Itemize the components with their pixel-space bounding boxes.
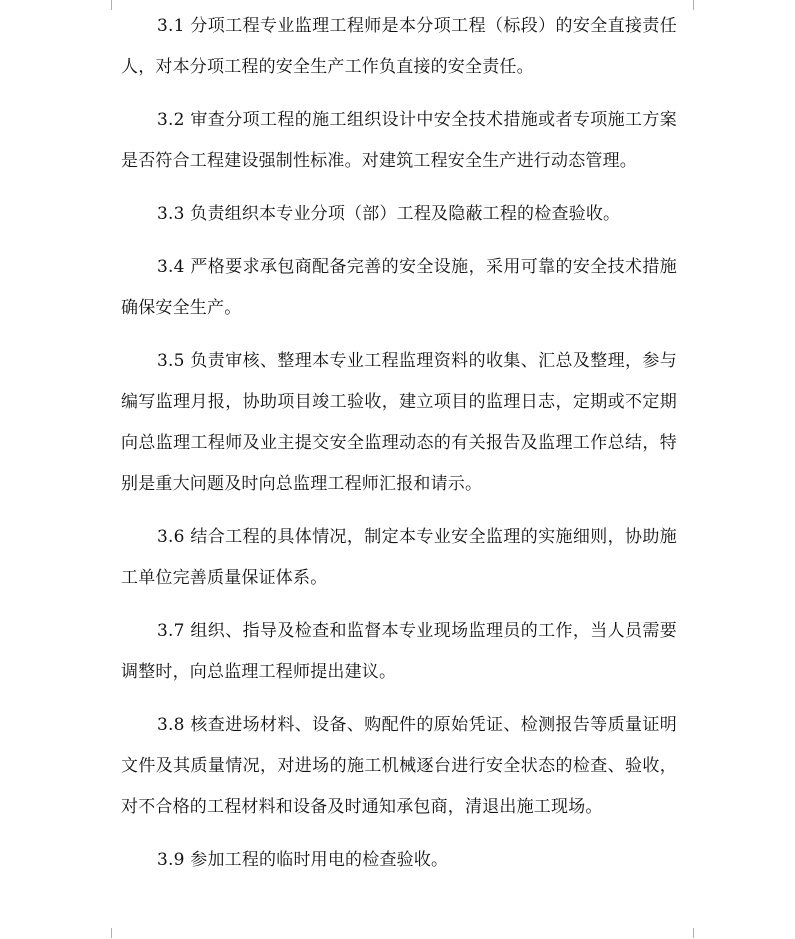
paragraph-3-6: 3.6 结合工程的具体情况，制定本专业安全监理的实施细则，协助施工单位完善质量保证体系。 [121, 527, 677, 588]
paragraph-3-2: 3.2 审查分项工程的施工组织设计中安全技术措施或者专项施工方案是否符合工程建设强制性标准。对建筑工程安全生产进行动态管理。 [121, 110, 677, 171]
paragraph-3-9: 3.9 参加工程的临时用电的检查验收。 [157, 850, 449, 870]
paragraph-3-3: 3.3 负责组织本专业分项（部）工程及隐蔽工程的检查验收。 [157, 204, 621, 224]
paragraph-3-4: 3.4 严格要求承包商配备完善的安全设施，采用可靠的安全技术措施确保安全生产。 [121, 257, 677, 318]
page-corner-mark [683, 0, 694, 10]
paragraph-3-5: 3.5 负责审核、整理本专业工程监理资料的收集、汇总及整理，参与编写监理月报，协助项目竣工验收，建立项目的监理日志，定期或不定期向总监理工程师及业主提交安全监理动态的有关报告及监理工作总结，特别是重大问题及时向总监理工程师汇报和请示。 [121, 351, 677, 494]
page-corner-mark [111, 928, 122, 938]
paragraph-3-8: 3.8 核查进场材料、设备、购配件的原始凭证、检测报告等质量证明文件及其质量情况，对进场的施工机械逐台进行安全状态的检查、验收，对不合格的工程材料和设备及时通知承包商，清退出施工现场。 [121, 715, 677, 817]
paragraph-3-7: 3.7 组织、指导及检查和监督本专业现场监理员的工作，当人员需要调整时，向总监理工程师提出建议。 [121, 621, 677, 682]
paragraph-3-1: 3.1 分项工程专业监理工程师是本分项工程（标段）的安全直接责任人，对本分项工程的安全生产工作负直接的安全责任。 [121, 16, 677, 77]
page-corner-mark [683, 928, 694, 938]
document-body [121, 6, 677, 893]
